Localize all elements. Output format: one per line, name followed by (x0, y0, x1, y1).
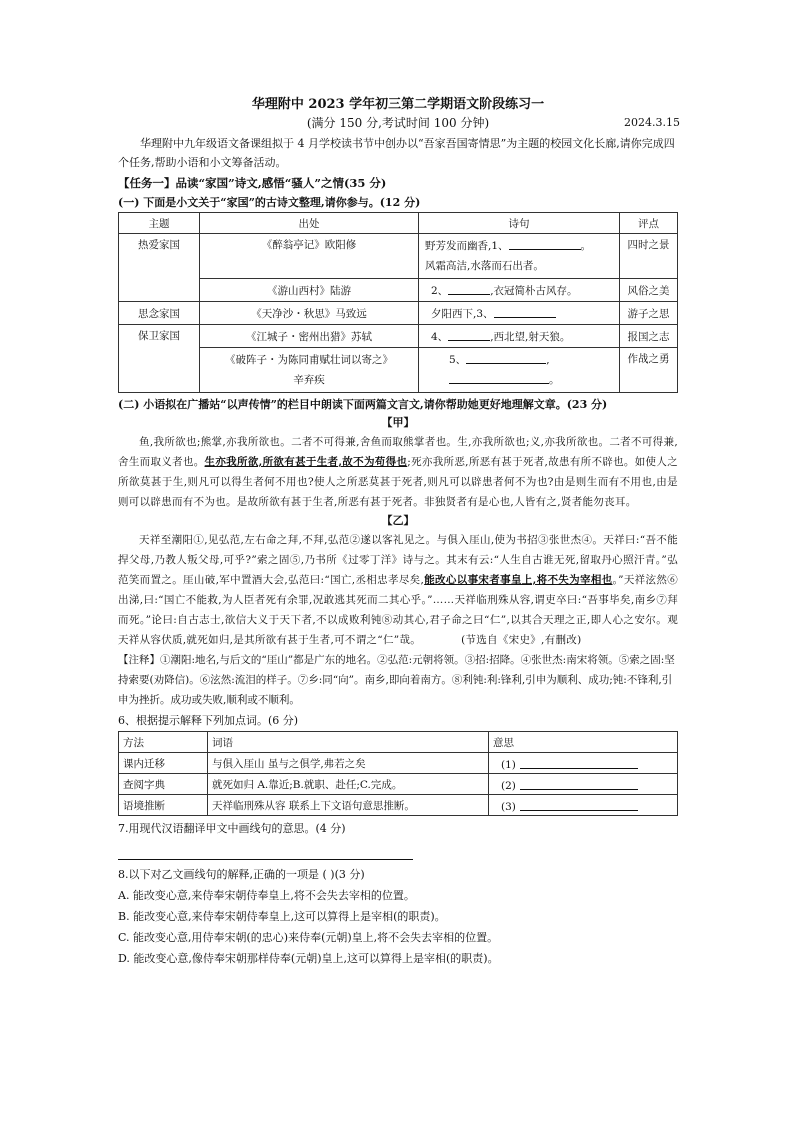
col-method: 方法 (119, 732, 208, 753)
subtitle-row (118, 114, 678, 132)
question-6-prompt: 6、根据提示解释下列加点词。(6 分) (118, 714, 299, 727)
verse-text: 野芳发而幽香,1、 (425, 240, 509, 252)
annotation-notes: 【注释】①潮阳:地名,与后文的“厓山”都是广东的地名。②弘范:元朝将领。③招:招降。④张世杰:南宋将领。⑤索之固:坚持索要(劝降信)。⑥泫然:流泪的样子。⑦乡:同“向”。南乡,即向着南方。⑧利钝:利:锋利,引申为顺利、成功;钝:不锋利,引申为挫折。成功或失败,顺利或不顺利。 (118, 654, 675, 706)
col-comment: 评点 (620, 213, 678, 234)
theme-cell: 保卫家国 (119, 325, 200, 393)
fill-blank-4[interactable] (448, 328, 490, 341)
passage-text: 。”天祥泫然⑥出涕,曰:“国亡不能救,为人臣者死有余罪,况敢逃其死而二其心乎。”……天祥临刑殊从容,谓吏卒曰:“吾事毕矣,南乡⑦拜而死。”论曰:自古志士,欲信大义于天下者,不以成败利钝⑧动其心,君子命之曰“仁”,以其合天理之正,即人心之安尔。观天祥从容伏质,就死如归,是其所欲有甚于生者,可不谓之“仁”哉。 (118, 574, 679, 646)
meaning-cell[interactable] (489, 795, 678, 816)
word-cell: 就死如归 A.靠近;B.就职、赴任;C.完成。 (208, 774, 489, 795)
meaning-cell[interactable] (489, 753, 678, 774)
passage-yi-label: 【乙】 (381, 514, 415, 527)
verse-cell (419, 234, 620, 279)
fill-blank-1[interactable] (509, 237, 581, 250)
underlined-sentence: 能改心以事宋者事皇上,将不失为宰相也 (424, 574, 613, 586)
source-cell (200, 348, 419, 393)
table-row (119, 795, 678, 816)
answer-number: (1) (501, 758, 516, 771)
question-7-prompt: 7.用现代汉语翻译甲文中画线句的意思。(4 分) (118, 822, 346, 835)
verse-cell (419, 325, 620, 348)
word-table (118, 731, 678, 816)
verse-text: 4、 (431, 331, 449, 343)
col-theme: 主题 (119, 213, 200, 234)
theme-cell: 热爱家国 (119, 234, 200, 302)
col-meaning: 意思 (489, 732, 678, 753)
passage-jia (118, 432, 678, 512)
verse-text: 。 (580, 240, 592, 252)
poem-table (118, 212, 678, 393)
answer-number: (2) (501, 779, 516, 792)
passage-yi (118, 530, 678, 650)
answer-number: (3) (501, 800, 516, 813)
table-row (119, 234, 678, 279)
method-cell: 查阅字典 (119, 774, 208, 795)
verse-cell (419, 279, 620, 302)
underlined-sentence: 生亦我所欲,所欲有甚于生者,故不为苟得也 (204, 456, 408, 468)
source-text: 辛弃疾 (293, 374, 325, 386)
verse-text: 2、 (431, 285, 449, 297)
exam-subtitle: (满分 150 分,考试时间 100 分钟) (306, 116, 490, 130)
method-cell: 课内迁移 (119, 753, 208, 774)
verse-text: 风霜高洁,水落而石出者。 (425, 260, 544, 272)
comment-cell: 四时之景 (620, 234, 678, 279)
verse-text: 5、 (449, 354, 467, 366)
comment-cell: 风俗之美 (620, 279, 678, 302)
comment-cell: 报国之志 (620, 325, 678, 348)
fill-blank-5a[interactable] (466, 351, 546, 364)
exam-date: 2024.3.15 (624, 116, 680, 129)
passage-text: 天祥至潮阳①,见弘范,左右命之拜,不拜,弘范②遂以客礼见之。与俱入厓山,使为书招③张世杰④。天祥曰:“吾不能捍父母,乃教人叛父母,可乎?”索之固⑤,乃书所《过零丁洋》诗与之。其末有云:“人生自古谁无死,留取丹心照汗青。”弘范笑而置之。厓山破,军中置酒大会,弘范曰:“国亡,丞相忠孝尽矣, (118, 534, 678, 586)
word-cell: 天祥临刑殊从容 联系上下文语句意思推断。 (208, 795, 489, 816)
answer-blank-1[interactable] (520, 756, 638, 769)
table-row (119, 753, 678, 774)
verse-text: ,西北望,射天狼。 (490, 331, 571, 343)
option-d[interactable]: D. 能改变心意,像侍奉宋朝那样侍奉(元朝)皇上,这可以算得上是宰相(的职责)。 (118, 952, 499, 965)
fill-blank-2[interactable] (448, 282, 490, 295)
col-source: 出处 (200, 213, 419, 234)
option-b[interactable]: B. 能改变心意,来侍奉宋朝侍奉皇上,这可以算得上是宰相(的职责)。 (118, 910, 446, 923)
source-cell: 《游山西村》陆游 (200, 279, 419, 302)
verse-text: , (546, 354, 550, 366)
passage-text: 鱼,我所欲也;熊掌,亦我所欲也。二者不可得兼,舍鱼而取熊掌者也。生,亦我所欲也;义,亦我所欲也。二者不可得兼,舍生而取义者也。 (118, 436, 678, 468)
answer-blank-3[interactable] (520, 798, 638, 811)
answer-blank-2[interactable] (520, 777, 638, 790)
intro-text: 华理附中九年级语文备课组拟于 4 月学校读书节中创办以“吾家吾国寄情思”为主题的校园文化长廊,请你完成四个任务,帮助小语和小文筹备活动。 (118, 137, 675, 169)
verse-cell (419, 302, 620, 325)
verse-text: 。 (549, 374, 560, 386)
table-row (119, 302, 678, 325)
theme-cell: 思念家国 (119, 302, 200, 325)
poem-table-header (119, 213, 678, 234)
task1-heading: 【任务一】品读“家国”诗文,感悟“骚人”之情(35 分) (118, 176, 387, 190)
meaning-cell[interactable] (489, 774, 678, 795)
verse-cell (419, 348, 620, 393)
source-cell: 《天净沙・秋思》马致远 (200, 302, 419, 325)
table-row (119, 348, 678, 393)
comment-cell: 游子之思 (620, 302, 678, 325)
section2-heading: (二) 小语拟在广播站“以声传情”的栏目中朗读下面两篇文言文,请你帮助她更好地理解文章。(23 分) (118, 398, 608, 411)
verse-text: 夕阳西下,3、 (431, 308, 494, 320)
verse-text: ,衣冠简朴古风存。 (490, 285, 578, 297)
table-row (119, 325, 678, 348)
option-c[interactable]: C. 能改变心意,用侍奉宋朝(的忠心)来侍奉(元朝)皇上,将不会失去宰相的位置。 (118, 931, 499, 944)
table-row (119, 774, 678, 795)
comment-cell: 作战之勇 (620, 348, 678, 393)
fill-blank-3[interactable] (494, 305, 556, 318)
source-text: 《破阵子・为陈同甫赋壮词以寄之》 (225, 354, 393, 366)
page-title: 华理附中 2023 学年初三第二学期语文阶段练习一 (251, 97, 545, 112)
question-7-answer-line[interactable] (118, 841, 413, 860)
source-cell: 《江城子・密州出猎》苏轼 (200, 325, 419, 348)
option-a[interactable]: A. 能改变心意,来侍奉宋朝侍奉皇上,将不会失去宰相的位置。 (118, 889, 415, 902)
source-cell: 《醉翁亭记》欧阳修 (200, 234, 419, 279)
table-row (119, 279, 678, 302)
section1-heading: (一) 下面是小文关于“家国”的古诗文整理,请你参与。(12 分) (118, 196, 421, 209)
word-cell: 与俱入厓山 虽与之俱学,弗若之矣 (208, 753, 489, 774)
col-verse: 诗句 (419, 213, 620, 234)
passage-source: (节选自《宋史》,有删改) (461, 634, 582, 646)
passage-jia-label: 【甲】 (381, 416, 415, 429)
col-word: 词语 (208, 732, 489, 753)
exam-page (118, 96, 678, 969)
word-table-header (119, 732, 678, 753)
question-8-prompt: 8.以下对乙文画线句的解释,正确的一项是 ( )(3 分) (118, 868, 365, 881)
passage-text: ;死亦我所恶,所恶有甚于死者,故患有所不辟也。如使人之所欲莫甚于生,则凡可以得生者何不用也?使人之所恶莫甚于死者,则凡可以辟患者何不为也?由是则生而有不用也,由是则可以辟患而有不为也。是故所欲有甚于生者,所恶有甚于死者。非独贤者有是心也,人皆有之,贤者能勿丧耳。 (118, 456, 678, 508)
fill-blank-5b[interactable] (449, 371, 549, 384)
method-cell: 语境推断 (119, 795, 208, 816)
